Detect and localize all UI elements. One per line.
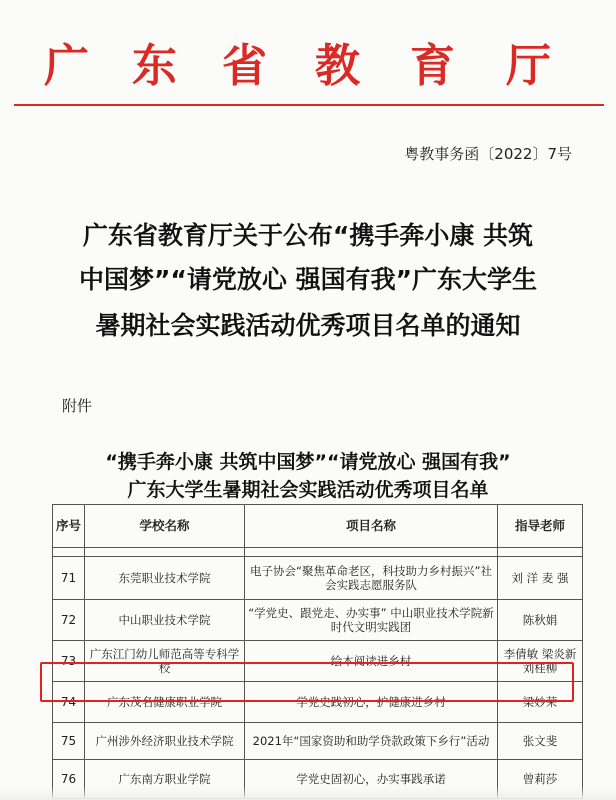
cell-no: 74 (53, 682, 85, 723)
letterhead-char: 育 (410, 39, 456, 92)
letterhead-char: 广 (44, 39, 90, 92)
cell-project: 绘本阅读进乡村 (245, 641, 498, 682)
notice-title-line-2: 中国梦”“请党放心 强国有我”广东大学生 (79, 265, 537, 294)
table-row (53, 600, 583, 641)
cell-teacher: 曾莉莎 (498, 760, 583, 799)
letterhead (0, 34, 616, 98)
project-table (52, 504, 583, 799)
table-row (53, 557, 583, 600)
cell-no: 73 (53, 641, 85, 682)
notice-title-line-3: 暑期社会实践活动优秀项目名单的通知 (95, 311, 521, 340)
table-row (53, 641, 583, 682)
table-row-highlighted (53, 682, 583, 723)
cell-school: 广东南方职业学院 (85, 760, 245, 799)
cell-no: 75 (53, 723, 85, 760)
cell-teacher: 张文斐 (498, 723, 583, 760)
letterhead-divider (14, 104, 604, 106)
list-title-line-2: 广东大学生暑期社会实践活动优秀项目名单 (127, 479, 489, 501)
cell-school: 中山职业技术学院 (85, 600, 245, 641)
cell-school: 广东江门幼儿师范高等专科学校 (85, 641, 245, 682)
letterhead-char: 教 (315, 39, 361, 92)
cell-school: 广州涉外经济职业技术学院 (85, 723, 245, 760)
document-number: 粤教事务函〔2022〕7号 (404, 145, 572, 163)
letterhead-char: 省 (222, 39, 268, 92)
table-gap-row (53, 548, 583, 557)
cell-project: 学党史践初心，护健康进乡村 (245, 682, 498, 723)
letterhead-char: 厅 (506, 39, 552, 92)
cell-teacher: 李倩敏 梁炎新 刘桂柳 (498, 641, 583, 682)
cell-teacher: 刘 洋 麦 强 (498, 557, 583, 600)
attachment-label: 附件 (62, 397, 93, 415)
letterhead-char: 东 (132, 39, 178, 92)
cell-project: 学党史固初心，办实事践承诺 (245, 760, 498, 799)
table-header-row (53, 505, 583, 548)
table-row (53, 723, 583, 760)
cell-teacher: 陈秋娟 (498, 600, 583, 641)
page-bottom-edge (0, 786, 616, 800)
cell-teacher: 梁妙荣 (498, 682, 583, 723)
notice-title-line-1: 广东省教育厅关于公布“携手奔小康 共筑 (82, 221, 534, 250)
cell-project: “学党史、跟党走、办实事” 中山职业技术学院新时代文明实践团 (245, 600, 498, 641)
header-project: 项目名称 (245, 505, 498, 548)
cell-project: 2021年“国家资助和助学贷款政策下乡行”活动 (245, 723, 498, 760)
cell-no: 76 (53, 760, 85, 799)
cell-no: 72 (53, 600, 85, 641)
header-teacher: 指导老师 (498, 505, 583, 548)
cell-project: 电子协会“聚焦革命老区，科技助力乡村振兴”社会实践志愿服务队 (245, 557, 498, 600)
cell-no: 71 (53, 557, 85, 600)
header-school: 学校名称 (85, 505, 245, 548)
list-title-line-1: “携手奔小康 共筑中国梦”“请党放心 强国有我” (105, 451, 511, 473)
header-no: 序号 (53, 505, 85, 548)
cell-school: 东莞职业技术学院 (85, 557, 245, 600)
cell-school: 广东茂名健康职业学院 (85, 682, 245, 723)
